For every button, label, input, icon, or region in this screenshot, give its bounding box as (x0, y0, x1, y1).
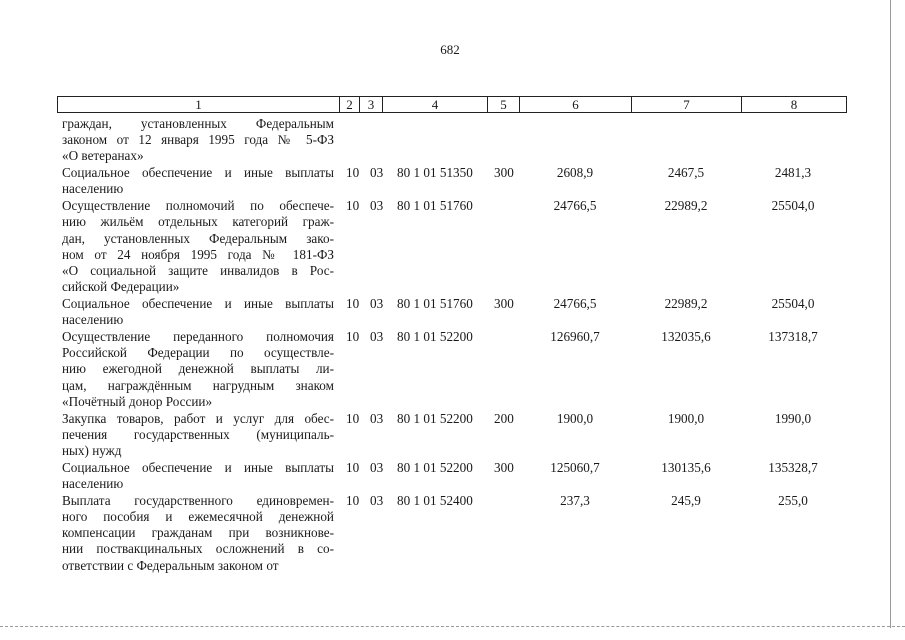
row-description-line: ных) нужд (62, 443, 122, 458)
row-description-line: Закупка товаров, работ и услуг для обес- (62, 410, 334, 426)
row-description-line: граждан, установленных Федеральным (62, 116, 334, 131)
amount-col-7: 22989,2 (664, 296, 708, 311)
column-header-2: 2 (340, 97, 360, 112)
expense-type-code: 300 (494, 296, 514, 311)
row-description-line: Осуществление переданного полномочия (62, 329, 334, 344)
subsection-code (370, 116, 388, 132)
row-description-line: населению (62, 476, 124, 491)
row-description-line: Российской Федерации по осуществле- (62, 345, 334, 361)
table-header-row (57, 96, 847, 113)
row-description-line: законом от 12 января 1995 года № 5-ФЗ (62, 132, 334, 148)
amount-col-7: 1900,0 (667, 410, 705, 426)
row-description-line: ного пособия и ежемесячной денежной (62, 509, 334, 524)
scan-edge-bottom (0, 626, 905, 627)
amount-col-7: 22989,2 (664, 198, 708, 214)
column-header-4: 4 (383, 97, 488, 112)
target-article-code: 80 1 01 52200 (397, 459, 473, 475)
amount-col-8: 135328,7 (768, 459, 818, 475)
scan-edge-right (890, 0, 891, 628)
section-code (346, 116, 364, 132)
amount-col-6: 237,3 (560, 492, 590, 508)
row-description-line: цам, награждённым нагрудным знаком (62, 377, 334, 393)
subsection-code: 03 (370, 329, 384, 344)
amount-col-7: 2467,5 (667, 165, 705, 181)
row-description-line: сийской Федерации» (62, 279, 180, 295)
row-description-line: компенсации гражданам при возникнове- (62, 525, 334, 541)
amount-col-8: 2481,3 (774, 165, 812, 181)
column-header-1: 1 (58, 97, 340, 112)
section-code: 10 (346, 459, 360, 475)
amount-col-8: 255,0 (778, 492, 808, 508)
amount-col-7: 132035,6 (661, 329, 711, 344)
expense-type-code: 300 (494, 459, 514, 475)
amount-col-8: 25504,0 (771, 296, 815, 311)
amount-col-6 (519, 116, 631, 132)
section-code: 10 (346, 165, 360, 181)
amount-col-8 (741, 116, 845, 132)
row-description-line: нию ежегодной денежной выплаты ли- (62, 361, 334, 377)
row-description-line: ответствии с Федеральным законом от (62, 557, 279, 573)
expense-type-code (494, 329, 520, 345)
expense-type-code: 300 (494, 165, 514, 181)
amount-col-6: 24766,5 (553, 296, 597, 311)
amount-col-6: 2608,9 (556, 165, 594, 181)
column-header-5: 5 (488, 97, 520, 112)
row-description-line: ном от 24 ноября 1995 года № 181-ФЗ (62, 246, 334, 262)
subsection-code: 03 (370, 459, 384, 475)
row-description-line: печения государственных (муниципаль- (62, 426, 334, 442)
row-description-line: Выплата государственного единовремен- (62, 492, 334, 508)
column-header-7: 7 (632, 97, 742, 112)
amount-col-7 (631, 116, 741, 132)
subsection-code: 03 (370, 410, 384, 426)
column-header-3: 3 (360, 97, 383, 112)
target-article-code: 80 1 01 52200 (397, 410, 473, 426)
amount-col-8: 25504,0 (771, 198, 815, 214)
amount-col-8: 137318,7 (768, 329, 818, 344)
column-header-8: 8 (790, 97, 798, 112)
section-code: 10 (346, 492, 360, 508)
subsection-code: 03 (370, 492, 384, 508)
row-description-line: Социальное обеспечение и иные выплаты (62, 165, 334, 181)
target-article-code: 80 1 01 51350 (397, 165, 473, 181)
section-code: 10 (346, 329, 360, 344)
section-code: 10 (346, 410, 360, 426)
subsection-code: 03 (370, 296, 384, 311)
row-description-line: Социальное обеспечение и иные выплаты (62, 296, 334, 311)
amount-col-7: 245,9 (671, 492, 701, 508)
target-article-code: 80 1 01 51760 (397, 296, 473, 311)
target-article-code: 80 1 01 51760 (397, 198, 473, 214)
row-description-line: нии поствакцинальных осложнений в со- (62, 541, 334, 557)
expense-type-code (494, 493, 520, 509)
expense-type-code (494, 116, 520, 132)
row-description-line: населению (62, 181, 124, 197)
amount-col-6: 1900,0 (556, 410, 594, 426)
row-description-line: «О ветеранах» (62, 148, 144, 164)
subsection-code: 03 (370, 165, 384, 181)
expense-type-code: 200 (494, 410, 514, 426)
row-description-line: Осуществление полномочий по обеспече- (62, 198, 334, 214)
row-description-line: населению (62, 312, 124, 328)
amount-col-6: 125060,7 (550, 459, 600, 475)
page-number: 682 (440, 42, 460, 57)
row-description-line: «Почётный донор России» (62, 393, 213, 409)
amount-col-6: 24766,5 (553, 198, 597, 214)
section-code: 10 (346, 198, 360, 214)
row-description-line: Социальное обеспечение и иные выплаты (62, 459, 334, 475)
column-header-6: 6 (520, 97, 632, 112)
row-description-line: нию жильём отдельных категорий граж- (62, 214, 334, 230)
amount-col-6: 126960,7 (550, 329, 600, 344)
row-description-line: дан, установленных Федеральным зако- (62, 230, 334, 246)
subsection-code: 03 (370, 198, 384, 214)
expense-type-code (494, 198, 520, 214)
row-description-line: «О социальной защите инвалидов в Рос- (62, 263, 334, 278)
amount-col-7: 130135,6 (661, 459, 711, 475)
target-article-code: 80 1 01 52400 (397, 492, 473, 508)
target-article-code: 80 1 01 52200 (397, 329, 473, 344)
section-code: 10 (346, 296, 360, 311)
amount-col-8: 1990,0 (774, 410, 812, 426)
target-article-code (397, 116, 485, 132)
